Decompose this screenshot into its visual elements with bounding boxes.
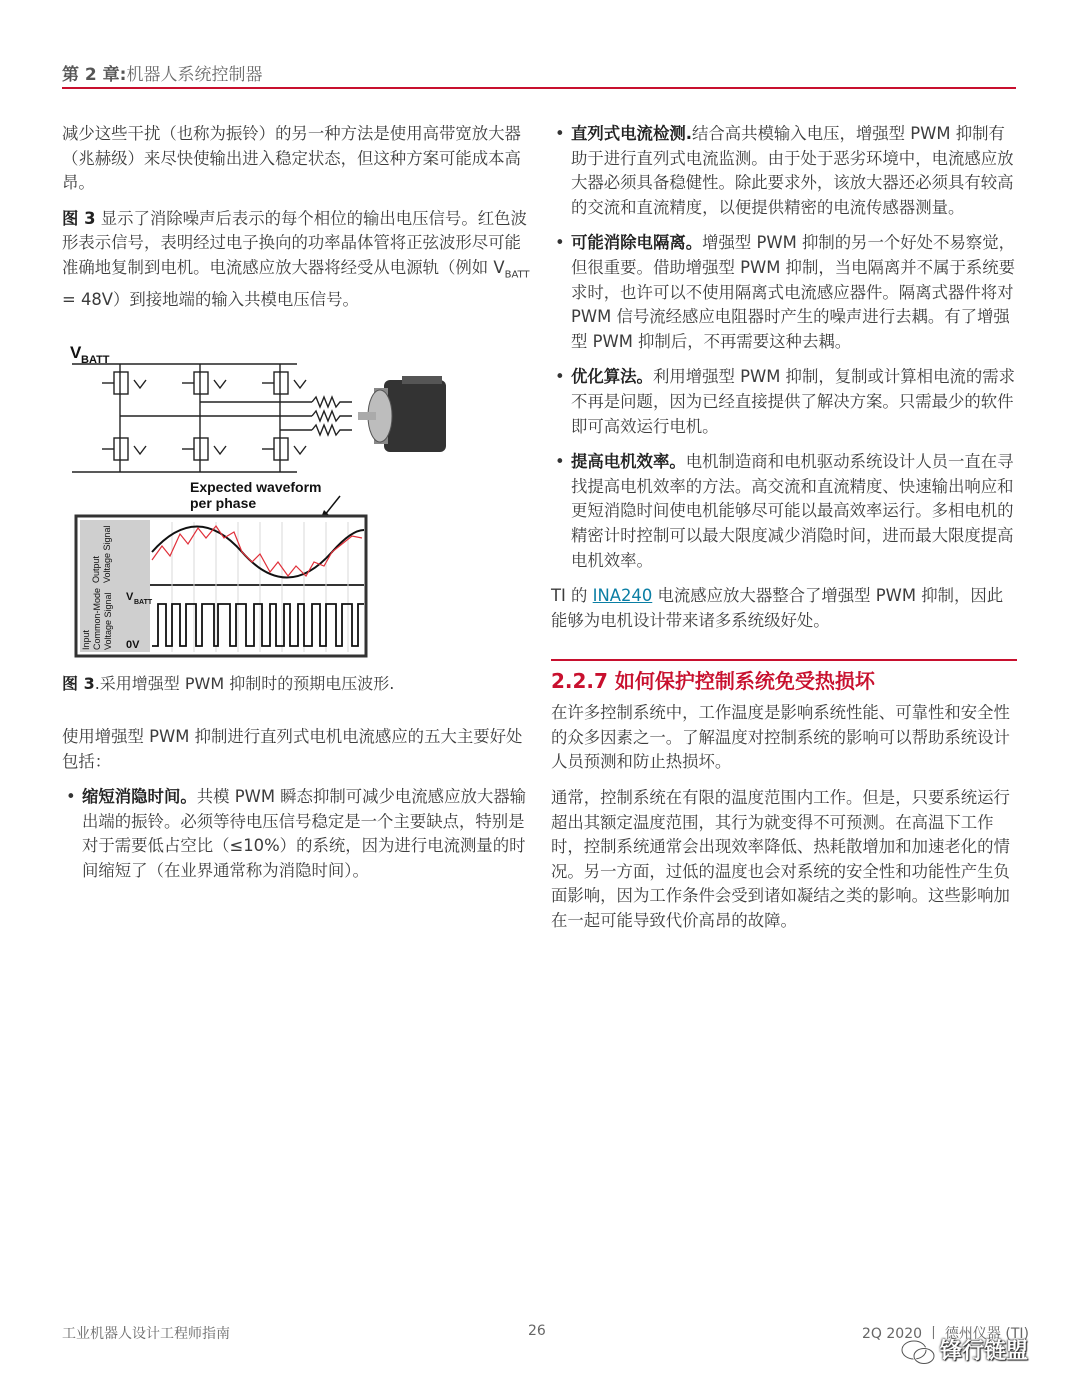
list-item (551, 122, 1017, 220)
benefits-list-right (551, 122, 1017, 573)
paragraph-benefits-intro: 使用增强型 PWM 抑制进行直列式电机电流感应的五大主要好处包括： (62, 727, 523, 771)
chapter-number: 第 2 章: (62, 65, 127, 85)
vbatt-label: V (70, 343, 82, 363)
watermark-text: 锋行链盟 (940, 1339, 1029, 1364)
list-item (551, 365, 1017, 439)
left-column (62, 122, 530, 895)
footer-guide-title: 工业机器人设计工程师指南 (62, 1326, 230, 1342)
expected-waveform-label: Expected waveform (190, 479, 322, 496)
wechat-icon (900, 1338, 936, 1366)
bullet-text: 共模 PWM 瞬态抑制可减少电流感应放大器输出端的振铃。必须等待电压信号稳定是一个主要缺点，特别是对于需要低占空比（≤10%）的系统，因为进行电流测量的时间缩短了（在业界通常称为消隐时间）。 (82, 787, 527, 880)
bullet-text: 利用增强型 PWM 抑制，复制或计算相电流的需求不再是问题，因为已经直接提供了解决方案。只需最少的软件即可高效运行电机。 (571, 367, 1016, 436)
bullet-title: 可能消除电隔离。 (571, 233, 703, 253)
per-phase-label: per phase (190, 495, 257, 512)
ylabel-input-3: Voltage Signal (103, 592, 113, 651)
right-column (551, 122, 1017, 945)
footer-edition: 2Q 2020 丨 德州仪器 (TI) (862, 1326, 1029, 1342)
bullet-text: 增强型 PWM 抑制的另一个好处不易察觉，但很重要。借助增强型 PWM 抑制，当电隔离并不属于系统要求时，也许可以不使用隔离式电流感应器件。隔离式器件将对 PWM 信号流经感应电阻器时产生的噪声进行去耦。有了增强型 PWM 抑制后，不再需要这种去耦。 (571, 233, 1016, 351)
scope-zero-label: 0V (126, 639, 140, 652)
ylabel-output: Output (91, 556, 101, 584)
bullet-title: 直列式电流检测. (571, 124, 692, 143)
figure-3-caption (62, 672, 530, 697)
ti-text-a: TI 的 (551, 586, 593, 606)
section-divider (551, 659, 1017, 661)
paragraph-ringing: 减少这些干扰（也称为振铃）的另一种方法是使用高带宽放大器（兆赫级）来尽快使输出进入稳定状态，但这种方案可能成本高昂。 (62, 124, 521, 193)
scope-vbatt-label: V (126, 591, 134, 604)
benefits-list-left (62, 785, 530, 883)
list-item (551, 450, 1017, 573)
figure-ref-text-a: 显示了消除噪声后表示的每个相位的输出电压信号。红色波形表示信号，表明经过电子换向的功率晶体管将正弦波形尽可能准确地复制到电机。电流感应放大器将经受从电源轨（例如 V (62, 208, 527, 277)
section-title: 2.2.7 如何保护控制系统免受热损坏 (551, 669, 875, 694)
list-item (62, 785, 530, 883)
inverter-waveform-diagram (62, 330, 522, 660)
bullet-title: 缩短消隐时间。 (82, 787, 197, 807)
caption-label: 图 3 (62, 674, 95, 694)
scope-vbatt-sub: BATT (134, 599, 153, 607)
bullet-text: 电机制造商和电机驱动系统设计人员一直在寻找提高电机效率的方法。高交流和直流精度、快速输出响应和更短消隐时间使电机能够尽可能以最高效率运行。多相电机的精密计时控制可以最大限度减少消隐时间，进而最大限度提高电机效率。 (571, 452, 1014, 570)
vbatt-label-sub: BATT (81, 354, 110, 367)
ylabel-input-2: Common-Mode (92, 588, 102, 651)
paragraph-temperature: 在许多控制系统中，工作温度是影响系统性能、可靠性和安全性的众多因素之一。了解温度对控制系统的影响可以帮助系统设计人员预测和防止热损坏。 (551, 703, 1010, 772)
chapter-header (62, 60, 262, 85)
paragraph-ina240 (551, 584, 1017, 633)
ti-text-b: 电流感应放大器整合了增强型 PWM 抑制，因此能够为电机设计带来诸多系统级好处。 (551, 586, 1004, 630)
caption-text: .采用增强型 PWM 抑制时的预期电压波形. (94, 674, 395, 694)
header-divider (62, 87, 1016, 89)
ylabel-input: Input (81, 630, 91, 651)
vbatt-subscript: BATT (504, 269, 530, 281)
bullet-title: 提高电机效率。 (571, 452, 686, 472)
bullet-title: 优化算法。 (571, 367, 653, 387)
list-item (551, 231, 1017, 354)
paragraph-figure-ref (62, 207, 530, 313)
ylabel-output-2: Voltage Signal (102, 525, 112, 584)
ina240-link[interactable]: INA240 (592, 586, 653, 606)
stepper-motor-icon (358, 376, 446, 452)
chapter-title: 机器人系统控制器 (126, 65, 263, 85)
paragraph-temperature-range: 通常，控制系统在有限的温度范围内工作。但是，只要系统运行超出其额定温度范围，其行为就变得不可预测。在高温下工作时，控制系统通常会出现效率降低、热耗散增加和加速老化的情况。另一方面，过低的温度也会对系统的安全性和功能性产生负面影响，因为工作条件会受到诸如凝结之类的影响。这些影响加在一起可能导致代价高昂的故障。 (551, 788, 1010, 931)
figure-3-diagram (62, 330, 522, 660)
bullet-text: 结合高共模输入电压，增强型 PWM 抑制有助于进行直列式电流监测。由于处于恶劣环境中，电流感应放大器必须具备稳健性。除此要求外，该放大器还必须具有较高的交流和直流精度，以便提供精密的电流传感器测量。 (571, 124, 1014, 217)
page-number: 26 (528, 1323, 546, 1339)
figure-ref-label: 图 3 (62, 208, 96, 228)
figure-ref-text-b: = 48V）到接地端的输入共模电压信号。 (62, 289, 359, 309)
